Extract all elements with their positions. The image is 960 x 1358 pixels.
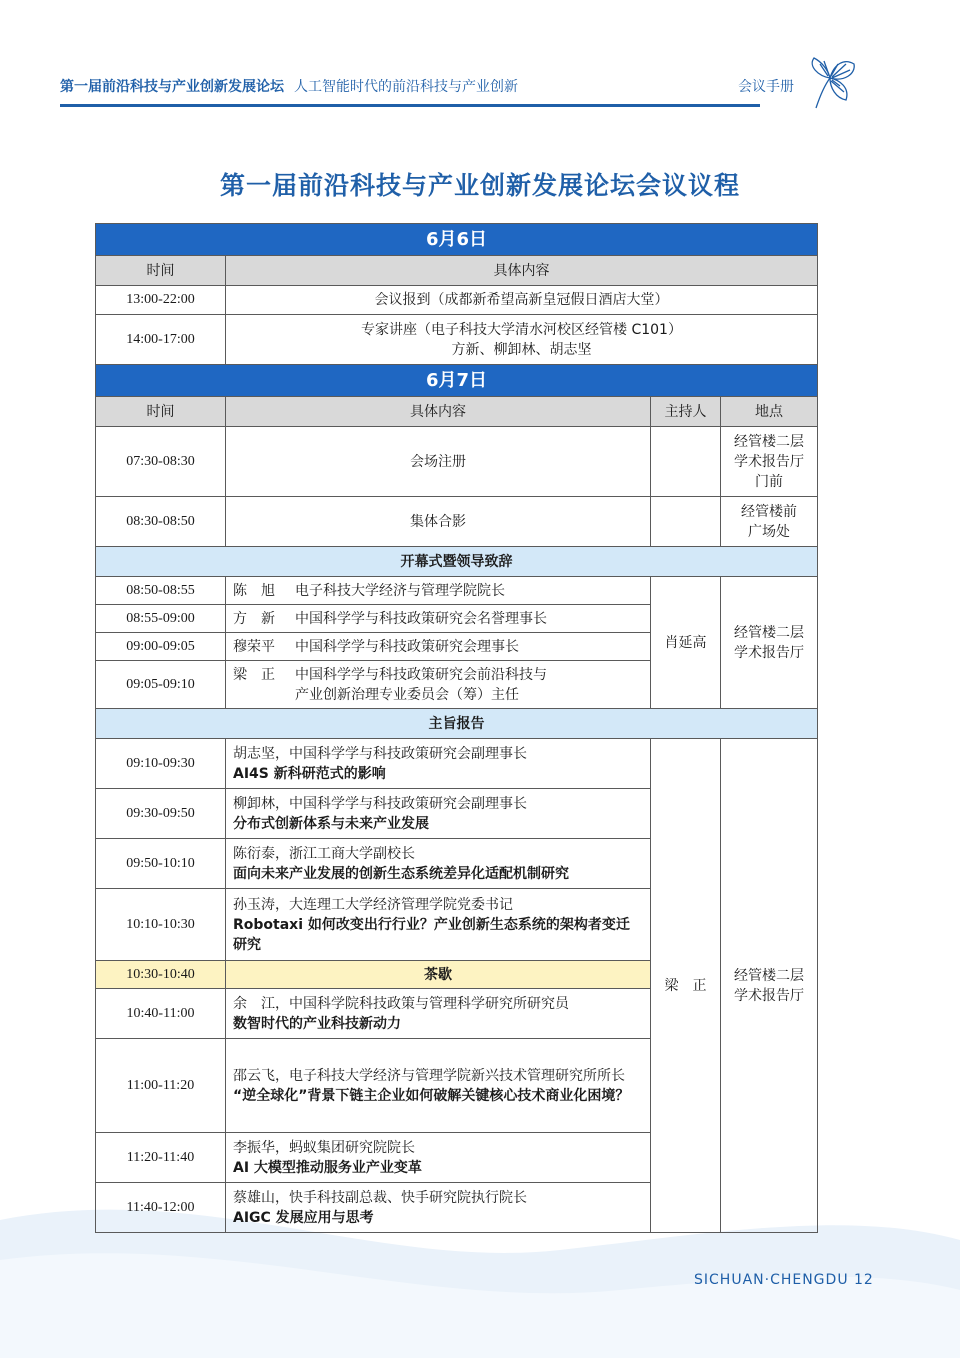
- talk-topic: 面向未来产业发展的创新生态系统差异化适配机制研究: [233, 865, 569, 882]
- content-line: 方新、柳卸林、胡志坚: [451, 341, 592, 358]
- talk-topic: “逆全球化”背景下链主企业如何破解关键核心技术商业化困境？: [233, 1087, 630, 1104]
- section-header-row: [96, 547, 818, 577]
- host-cell: 梁 正: [651, 739, 721, 1233]
- header-forum-name: 第一届前沿科技与产业创新发展论坛: [60, 79, 284, 95]
- day-header-row: [96, 224, 818, 256]
- speaker: 柳卸林，中国科学学与科技政策研究会副理事长: [233, 795, 527, 812]
- day-header-row: [96, 365, 818, 397]
- column-header-row: [96, 397, 818, 427]
- time-cell: 10:40-11:00: [96, 989, 226, 1039]
- header-rule: [60, 104, 760, 107]
- tea-break-label: 茶歇: [226, 961, 651, 989]
- content-cell: 会议报到（成都新希望高新皇冠假日酒店大堂）: [226, 286, 818, 315]
- host-cell: 肖延高: [651, 577, 721, 709]
- time-cell: 08:55-09:00: [96, 605, 226, 633]
- person-role-line2: 产业创新治理专业委员会（筹）主任: [295, 686, 519, 703]
- talk-topic: AI4S 新科研范式的影响: [233, 765, 386, 782]
- speaker: 蔡雄山，快手科技副总裁、快手研究院执行院长: [233, 1189, 527, 1206]
- place-line: 经管楼二层: [734, 624, 804, 641]
- table-row: [96, 497, 818, 547]
- person-name: 陈 旭: [233, 582, 275, 599]
- speaker: 陈衍泰，浙江工商大学副校长: [233, 845, 415, 862]
- host-cell: [651, 427, 721, 497]
- talk-topic: 数智时代的产业科技新动力: [233, 1015, 401, 1032]
- talk-topic: 分布式创新体系与未来产业发展: [233, 815, 429, 832]
- person-role: 中国科学学与科技政策研究会前沿科技与: [295, 666, 547, 683]
- content-cell: 集体合影: [226, 497, 651, 547]
- content-cell: [226, 839, 651, 889]
- time-cell: 08:50-08:55: [96, 577, 226, 605]
- column-header-row: [96, 256, 818, 286]
- table-row: [96, 427, 818, 497]
- place-line: 广场处: [748, 523, 790, 540]
- table-row: [96, 577, 818, 605]
- header-subtitle: 人工智能时代的前沿科技与产业创新: [294, 79, 518, 95]
- table-row: [96, 315, 818, 365]
- page-footer: [694, 1272, 874, 1288]
- talk-topic: AIGC 发展应用与思考: [233, 1209, 374, 1226]
- host-cell: [651, 497, 721, 547]
- time-cell: 10:30-10:40: [96, 961, 226, 989]
- place-line: 学术报告厅: [734, 987, 804, 1004]
- speaker: 李振华，蚂蚁集团研究院院长: [233, 1139, 415, 1156]
- col-content: 具体内容: [226, 256, 818, 286]
- place-cell: [721, 739, 818, 1233]
- person-role: 中国科学学与科技政策研究会理事长: [295, 638, 519, 655]
- time-cell: 11:20-11:40: [96, 1133, 226, 1183]
- place-line: 经管楼二层: [734, 967, 804, 984]
- opening-section-title: 开幕式暨领导致辞: [96, 547, 818, 577]
- footer-location: SICHUAN·CHENGDU: [694, 1272, 849, 1288]
- content-cell: [226, 661, 651, 709]
- speaker: 邵云飞，电子科技大学经济与管理学院新兴技术管理研究所所长: [233, 1067, 625, 1084]
- content-cell: [226, 789, 651, 839]
- place-line: 学术报告厅: [734, 453, 804, 470]
- content-cell: 会场注册: [226, 427, 651, 497]
- time-cell: 07:30-08:30: [96, 427, 226, 497]
- col-time: 时间: [96, 397, 226, 427]
- col-time: 时间: [96, 256, 226, 286]
- content-cell: [226, 1133, 651, 1183]
- day2-date: 6月7日: [96, 365, 818, 397]
- content-cell: [226, 315, 818, 365]
- content-line: 专家讲座（电子科技大学清水河校区经管楼 C101）: [361, 321, 682, 338]
- time-cell: 08:30-08:50: [96, 497, 226, 547]
- place-line: 经管楼二层: [734, 433, 804, 450]
- person-role: 中国科学学与科技政策研究会名誉理事长: [295, 610, 547, 627]
- time-cell: 10:10-10:30: [96, 889, 226, 961]
- content-cell: [226, 739, 651, 789]
- section-header-row: [96, 709, 818, 739]
- time-cell: 09:30-09:50: [96, 789, 226, 839]
- time-cell: 09:50-10:10: [96, 839, 226, 889]
- person-role: 电子科技大学经济与管理学院院长: [295, 582, 505, 599]
- col-content: 具体内容: [226, 397, 651, 427]
- col-place: 地点: [721, 397, 818, 427]
- time-cell: 11:40-12:00: [96, 1183, 226, 1233]
- table-row: [96, 739, 818, 789]
- col-host: 主持人: [651, 397, 721, 427]
- time-cell: 09:00-09:05: [96, 633, 226, 661]
- header-manual-label: 会议手册: [738, 79, 794, 95]
- page-header: [60, 70, 920, 106]
- place-cell: [721, 427, 818, 497]
- talk-topic: Robotaxi 如何改变出行行业？产业创新生态系统的架构者变迁研究: [233, 916, 630, 953]
- content-cell: [226, 889, 651, 961]
- person-name: 方 新: [233, 610, 275, 627]
- page-number: 12: [854, 1272, 874, 1288]
- person-name: 梁 正: [233, 666, 275, 683]
- content-cell: [226, 577, 651, 605]
- content-cell: [226, 989, 651, 1039]
- keynote-section-title: 主旨报告: [96, 709, 818, 739]
- speaker: 胡志坚，中国科学学与科技政策研究会副理事长: [233, 745, 527, 762]
- time-cell: 11:00-11:20: [96, 1039, 226, 1133]
- talk-topic: AI 大模型推动服务业产业变革: [233, 1159, 422, 1176]
- time-cell: 13:00-22:00: [96, 286, 226, 315]
- day1-date: 6月6日: [96, 224, 818, 256]
- place-line: 门前: [755, 473, 783, 490]
- place-line: 经管楼前: [741, 503, 797, 520]
- content-cell: [226, 605, 651, 633]
- content-cell: [226, 633, 651, 661]
- time-cell: 14:00-17:00: [96, 315, 226, 365]
- speaker: 孙玉涛，大连理工大学经济管理学院党委书记: [233, 896, 513, 913]
- person-name: 穆荣平: [233, 638, 275, 655]
- ginkgo-leaf-icon: [800, 56, 860, 112]
- agenda-table: [95, 223, 818, 1233]
- table-row: [96, 286, 818, 315]
- content-cell: [226, 1183, 651, 1233]
- place-line: 学术报告厅: [734, 644, 804, 661]
- speaker: 余 江，中国科学院科技政策与管理科学研究所研究员: [233, 995, 569, 1012]
- place-cell: [721, 497, 818, 547]
- time-cell: 09:10-09:30: [96, 739, 226, 789]
- agenda-title: 第一届前沿科技与产业创新发展论坛会议议程: [219, 171, 740, 200]
- header-text: [60, 76, 518, 96]
- content-cell: [226, 1039, 651, 1133]
- time-cell: 09:05-09:10: [96, 661, 226, 709]
- place-cell: [721, 577, 818, 709]
